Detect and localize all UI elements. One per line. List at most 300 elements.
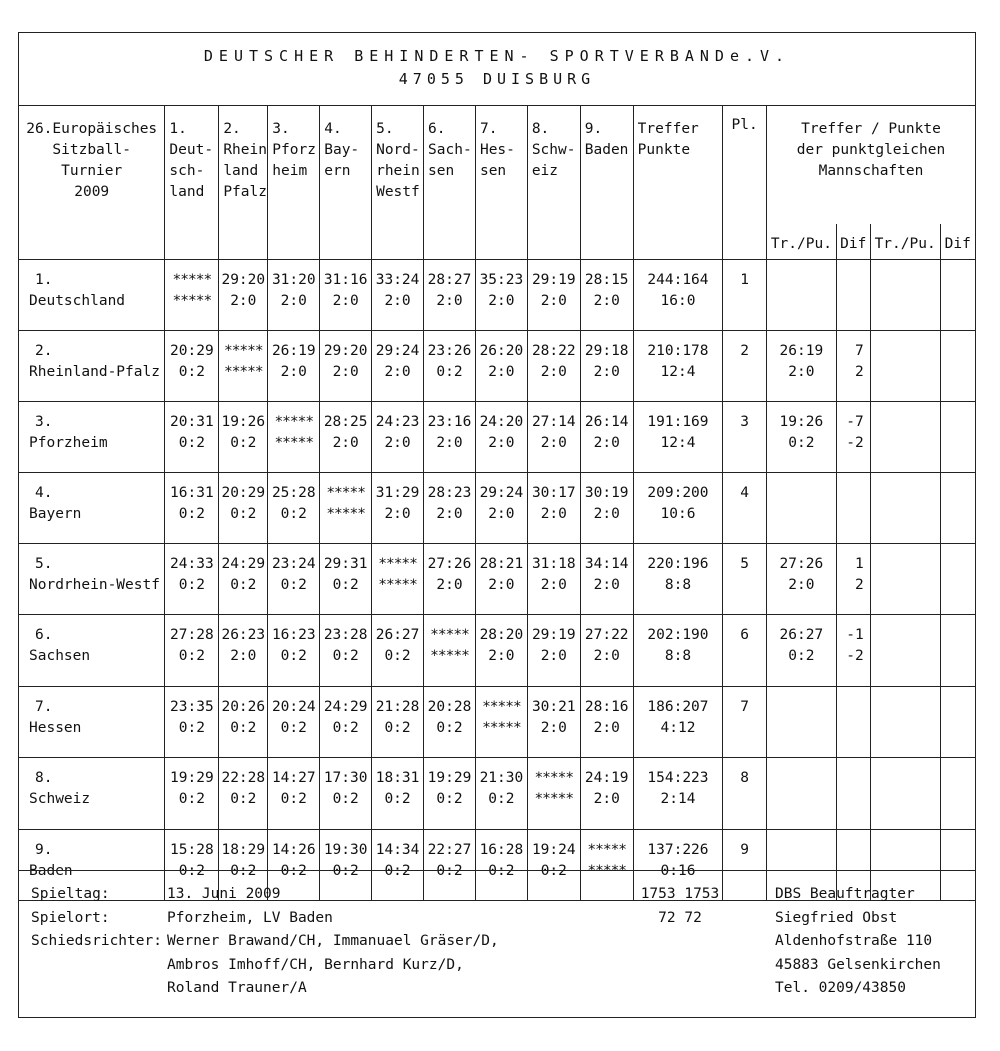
match-score: 26:27 bbox=[375, 626, 420, 643]
footer-contact bbox=[775, 883, 941, 1001]
platz: 9 bbox=[723, 829, 767, 900]
self-match-cell bbox=[527, 757, 580, 829]
tie-dif-2 bbox=[940, 686, 975, 757]
footer-labels bbox=[31, 883, 162, 954]
match-points: 2:0 bbox=[488, 647, 515, 664]
match-score: 30:17 bbox=[531, 484, 576, 501]
stars: ***** bbox=[378, 576, 417, 593]
team-name: Schweiz bbox=[29, 790, 91, 807]
total-treffer: 137:226 bbox=[647, 841, 709, 858]
match-score: 21:30 bbox=[479, 769, 524, 786]
match-points: 2:0 bbox=[593, 647, 620, 664]
footer-values bbox=[167, 883, 499, 1001]
platz: 7 bbox=[723, 686, 767, 757]
self-match-cell bbox=[320, 472, 372, 543]
team-name: Hessen bbox=[29, 719, 82, 736]
match-points: 2:0 bbox=[230, 647, 257, 664]
column-header-line: 9. bbox=[584, 121, 603, 137]
total-punkte: 16:0 bbox=[660, 292, 696, 309]
match-points: 0:2 bbox=[436, 862, 463, 879]
column-header-line: Schw- bbox=[531, 142, 576, 158]
match-score: 16:23 bbox=[271, 626, 316, 643]
match-points: 2:0 bbox=[488, 434, 515, 451]
team-number: 8. bbox=[35, 769, 53, 786]
total-cell bbox=[633, 757, 723, 829]
column-header-line: Westf bbox=[376, 184, 420, 200]
tie-header bbox=[766, 105, 975, 224]
match-points: 0:2 bbox=[230, 790, 257, 807]
match-score: 15:28 bbox=[170, 841, 214, 858]
footer-sums bbox=[635, 883, 725, 930]
match-cell bbox=[268, 259, 320, 330]
platz: 8 bbox=[723, 757, 767, 829]
tie-dif-punkte: 2 bbox=[854, 363, 864, 380]
match-score: 27:14 bbox=[531, 413, 576, 430]
team-row-4 bbox=[19, 472, 975, 543]
match-points: 0:2 bbox=[178, 719, 205, 736]
match-points: 0:2 bbox=[280, 862, 307, 879]
self-match-cell bbox=[372, 543, 424, 614]
match-score: 20:29 bbox=[170, 342, 214, 359]
label-spielort: Spielort: bbox=[31, 909, 110, 926]
tie-trpu bbox=[766, 472, 836, 543]
association-address: 47055 DUISBURG bbox=[398, 70, 596, 88]
match-points: 2:0 bbox=[593, 292, 620, 309]
column-header-line: 1. bbox=[169, 121, 187, 137]
match-score: 26:23 bbox=[221, 626, 266, 643]
stars: ***** bbox=[587, 841, 627, 858]
referees-line-3: Roland Trauner/A bbox=[167, 980, 307, 996]
venue: Pforzheim, LV Baden bbox=[167, 909, 333, 926]
column-header-line: land bbox=[169, 184, 205, 200]
results-sheet bbox=[18, 32, 976, 1018]
column-header-line: 3. bbox=[272, 121, 290, 137]
tie-header-line-2: der punktgleichen bbox=[796, 142, 946, 158]
total-punkte: 10:6 bbox=[660, 505, 696, 522]
match-points: 0:2 bbox=[178, 363, 205, 380]
platz-header: Pl. bbox=[723, 105, 767, 259]
match-points: 2:0 bbox=[332, 434, 359, 451]
match-score: 22:27 bbox=[427, 841, 472, 858]
match-score: 33:24 bbox=[375, 271, 420, 288]
match-cell bbox=[219, 401, 268, 472]
tie-dif bbox=[836, 614, 870, 686]
column-header-9 bbox=[580, 105, 633, 259]
column-header-7 bbox=[475, 105, 527, 259]
match-points: 0:2 bbox=[332, 719, 359, 736]
column-header-line: sen bbox=[428, 163, 455, 179]
tie-trpu-2 bbox=[870, 543, 940, 614]
match-points: 0:2 bbox=[332, 862, 359, 879]
tie-dif-2 bbox=[940, 757, 975, 829]
match-score: 29:20 bbox=[221, 271, 266, 288]
match-score: 35:23 bbox=[479, 271, 524, 288]
referees-line-1: Werner Brawand/CH, Immanuael Gräser/D, bbox=[167, 933, 499, 949]
match-cell bbox=[424, 543, 476, 614]
match-points: 2:0 bbox=[540, 434, 567, 451]
stars: ***** bbox=[430, 647, 469, 664]
match-cell bbox=[475, 401, 527, 472]
match-points: 2:0 bbox=[230, 292, 257, 309]
total-treffer: 202:190 bbox=[647, 626, 709, 643]
match-score: 27:26 bbox=[427, 555, 472, 572]
match-points: 0:2 bbox=[436, 790, 463, 807]
match-points: 0:2 bbox=[230, 719, 257, 736]
team-name: Sachsen bbox=[29, 647, 91, 664]
stars: ***** bbox=[172, 292, 212, 309]
match-score: 28:25 bbox=[323, 413, 368, 430]
match-score: 29:20 bbox=[323, 342, 368, 359]
team-number: 7. bbox=[35, 698, 53, 715]
column-header-line: 6. bbox=[428, 121, 446, 137]
match-points: 2:0 bbox=[593, 434, 620, 451]
self-match-cell bbox=[475, 686, 527, 757]
match-cell bbox=[165, 614, 219, 686]
match-score: 14:27 bbox=[271, 769, 316, 786]
match-cell bbox=[372, 614, 424, 686]
match-cell bbox=[372, 259, 424, 330]
match-points: 0:2 bbox=[384, 862, 411, 879]
match-points: 2:0 bbox=[488, 292, 515, 309]
column-header-line: 4. bbox=[324, 121, 342, 137]
team-row-2 bbox=[19, 330, 975, 401]
team-name-cell bbox=[19, 472, 165, 543]
match-points: 2:0 bbox=[488, 363, 515, 380]
corner-line: Sitzball- bbox=[52, 142, 131, 158]
corner-line: 2009 bbox=[74, 184, 110, 200]
column-header-line: ern bbox=[324, 163, 351, 179]
match-cell bbox=[320, 259, 372, 330]
self-match-cell bbox=[268, 401, 320, 472]
match-score: 14:26 bbox=[271, 841, 316, 858]
match-score: 19:30 bbox=[323, 841, 368, 858]
match-points: 2:0 bbox=[280, 363, 307, 380]
match-cell bbox=[268, 614, 320, 686]
tie-trpu-2 bbox=[870, 330, 940, 401]
match-points: 0:2 bbox=[280, 790, 307, 807]
treffer-punkte-header bbox=[633, 105, 723, 259]
tie-trpu bbox=[766, 259, 836, 330]
match-points: 2:0 bbox=[593, 790, 620, 807]
total-treffer: 220:196 bbox=[647, 555, 709, 572]
team-name: Rheinland-Pfalz bbox=[29, 363, 160, 380]
tie-dif-2 bbox=[940, 614, 975, 686]
tie-treffer: 19:26 bbox=[779, 413, 824, 430]
stars: ***** bbox=[482, 719, 521, 736]
match-cell bbox=[219, 543, 268, 614]
column-header-line: sen bbox=[479, 163, 507, 179]
total-punkte: 12:4 bbox=[660, 434, 696, 451]
match-cell bbox=[580, 259, 633, 330]
match-points: 2:0 bbox=[384, 505, 411, 522]
team-name-cell bbox=[19, 259, 165, 330]
total-cell bbox=[633, 259, 723, 330]
match-cell bbox=[320, 686, 372, 757]
match-cell bbox=[165, 686, 219, 757]
contact-phone: Tel. 0209/43850 bbox=[775, 980, 906, 996]
match-score: 29:31 bbox=[323, 555, 368, 572]
stars: ***** bbox=[326, 484, 365, 501]
match-cell bbox=[527, 472, 580, 543]
match-cell bbox=[527, 543, 580, 614]
tie-header-line-3: Mannschaften bbox=[818, 163, 924, 179]
match-score: 30:21 bbox=[531, 698, 576, 715]
match-points: 2:0 bbox=[593, 719, 620, 736]
tie-dif-2 bbox=[940, 330, 975, 401]
self-match-cell bbox=[219, 330, 268, 401]
match-score: 28:22 bbox=[531, 342, 576, 359]
team-name-cell bbox=[19, 330, 165, 401]
tie-subheader-4: Dif bbox=[940, 224, 975, 259]
column-header-5 bbox=[372, 105, 424, 259]
match-score: 20:31 bbox=[170, 413, 214, 430]
tie-trpu bbox=[766, 614, 836, 686]
match-cell bbox=[372, 330, 424, 401]
match-cell bbox=[219, 614, 268, 686]
team-name-cell bbox=[19, 543, 165, 614]
match-cell bbox=[372, 757, 424, 829]
match-cell bbox=[580, 543, 633, 614]
column-header-line: eiz bbox=[531, 163, 559, 179]
tie-dif-punkte: -2 bbox=[846, 434, 864, 451]
contact-name: Siegfried Obst bbox=[775, 909, 898, 926]
column-header-1 bbox=[165, 105, 219, 259]
tie-dif bbox=[836, 472, 870, 543]
tie-trpu-2 bbox=[870, 401, 940, 472]
column-header-4 bbox=[320, 105, 372, 259]
match-cell bbox=[580, 330, 633, 401]
total-punkte: 12:4 bbox=[660, 363, 696, 380]
match-points: 2:0 bbox=[593, 363, 620, 380]
match-score: 28:21 bbox=[479, 555, 524, 572]
match-score: 28:15 bbox=[584, 271, 629, 288]
tie-header-line-1: Treffer / Punkte bbox=[801, 121, 941, 137]
match-score: 24:29 bbox=[323, 698, 368, 715]
match-points: 2:0 bbox=[332, 292, 359, 309]
tie-dif-2 bbox=[940, 472, 975, 543]
match-points: 0:2 bbox=[332, 790, 359, 807]
match-points: 0:2 bbox=[384, 790, 411, 807]
match-score: 28:23 bbox=[427, 484, 472, 501]
team-name-cell bbox=[19, 401, 165, 472]
tie-trpu bbox=[766, 757, 836, 829]
match-points: 2:0 bbox=[540, 647, 567, 664]
tie-dif bbox=[836, 259, 870, 330]
match-points: 2:0 bbox=[384, 292, 411, 309]
match-cell bbox=[424, 401, 476, 472]
tie-trpu-2 bbox=[870, 757, 940, 829]
results-table bbox=[19, 105, 975, 901]
tie-dif bbox=[836, 757, 870, 829]
column-header-line: Baden bbox=[584, 142, 629, 158]
match-points: 0:2 bbox=[178, 647, 205, 664]
match-points: 2:0 bbox=[436, 576, 463, 593]
corner-line: Turnier bbox=[61, 163, 123, 179]
match-score: 24:33 bbox=[170, 555, 214, 572]
association-name: DEUTSCHER BEHINDERTEN- SPORTVERBANDe.V. bbox=[203, 47, 791, 65]
match-cell bbox=[268, 330, 320, 401]
team-name-cell bbox=[19, 757, 165, 829]
match-points: 0:2 bbox=[280, 719, 307, 736]
match-points: 2:0 bbox=[540, 719, 567, 736]
match-cell bbox=[219, 686, 268, 757]
tie-trpu-2 bbox=[870, 259, 940, 330]
match-cell bbox=[424, 259, 476, 330]
corner-line: 26.Europäisches bbox=[26, 121, 158, 137]
match-cell bbox=[424, 472, 476, 543]
match-score: 29:19 bbox=[531, 271, 576, 288]
match-score: 16:28 bbox=[479, 841, 524, 858]
column-header-line: Pforz bbox=[272, 142, 316, 158]
match-points: 0:2 bbox=[230, 862, 257, 879]
corner-title bbox=[19, 105, 165, 259]
referees-line-2: Ambros Imhoff/CH, Bernhard Kurz/D, bbox=[167, 956, 464, 973]
column-header-line: 8. bbox=[531, 121, 550, 137]
match-score: 24:19 bbox=[584, 769, 629, 786]
match-score: 28:27 bbox=[427, 271, 472, 288]
tie-dif bbox=[836, 686, 870, 757]
match-score: 23:28 bbox=[323, 626, 368, 643]
match-points: 2:0 bbox=[436, 434, 463, 451]
treffer-label: Treffer bbox=[637, 121, 699, 137]
match-score: 31:20 bbox=[271, 271, 316, 288]
match-points: 0:2 bbox=[436, 363, 463, 380]
tie-dif bbox=[836, 401, 870, 472]
column-header-3 bbox=[268, 105, 320, 259]
match-cell bbox=[320, 330, 372, 401]
stars: ***** bbox=[274, 413, 314, 430]
match-points: 0:2 bbox=[178, 576, 205, 593]
tie-trpu bbox=[766, 401, 836, 472]
match-score: 29:24 bbox=[375, 342, 420, 359]
contact-street: Aldenhofstraße 110 bbox=[775, 933, 933, 949]
match-cell bbox=[320, 543, 372, 614]
tie-dif-2 bbox=[940, 259, 975, 330]
team-name: Bayern bbox=[29, 505, 82, 522]
match-score: 24:29 bbox=[221, 555, 266, 572]
match-score: 31:16 bbox=[323, 271, 368, 288]
tie-dif-2 bbox=[940, 543, 975, 614]
match-cell bbox=[424, 330, 476, 401]
match-cell bbox=[165, 401, 219, 472]
sum-punkte: 72 72 bbox=[658, 909, 702, 926]
match-score: 19:24 bbox=[531, 841, 576, 858]
match-cell bbox=[580, 757, 633, 829]
tie-punkte: 2:0 bbox=[788, 363, 815, 380]
tie-treffer: 26:19 bbox=[779, 342, 824, 359]
team-number: 2. bbox=[35, 342, 53, 359]
match-cell bbox=[320, 757, 372, 829]
match-cell bbox=[219, 259, 268, 330]
tie-trpu-2 bbox=[870, 614, 940, 686]
match-cell bbox=[527, 330, 580, 401]
match-cell bbox=[320, 614, 372, 686]
match-cell bbox=[165, 543, 219, 614]
match-cell bbox=[475, 543, 527, 614]
tie-dif-punkte: -2 bbox=[846, 647, 864, 664]
team-row-5 bbox=[19, 543, 975, 614]
team-name-cell bbox=[19, 686, 165, 757]
match-cell bbox=[580, 401, 633, 472]
match-score: 20:29 bbox=[221, 484, 266, 501]
column-header-line: Bay- bbox=[324, 142, 360, 158]
label-schiedsrichter: Schiedsrichter: bbox=[31, 933, 162, 949]
column-header-line: rhein bbox=[376, 163, 420, 179]
match-score: 28:20 bbox=[479, 626, 524, 643]
match-points: 0:2 bbox=[540, 862, 567, 879]
team-name: Baden bbox=[29, 862, 73, 879]
match-cell bbox=[527, 401, 580, 472]
tie-subheader-1: Tr./Pu. bbox=[766, 224, 836, 259]
match-score: 20:24 bbox=[271, 698, 316, 715]
match-points: 0:2 bbox=[280, 647, 307, 664]
total-cell bbox=[633, 401, 723, 472]
match-score: 26:20 bbox=[479, 342, 524, 359]
match-score: 27:28 bbox=[170, 626, 214, 643]
total-treffer: 186:207 bbox=[647, 698, 709, 715]
column-header-line: land bbox=[223, 163, 259, 179]
footer bbox=[19, 870, 975, 1020]
match-score: 31:29 bbox=[375, 484, 420, 501]
match-points: 0:2 bbox=[384, 647, 411, 664]
total-cell bbox=[633, 686, 723, 757]
match-cell bbox=[165, 472, 219, 543]
match-cell bbox=[527, 614, 580, 686]
team-number: 4. bbox=[35, 484, 53, 501]
match-cell bbox=[580, 472, 633, 543]
match-points: 0:2 bbox=[488, 862, 515, 879]
match-cell bbox=[475, 614, 527, 686]
stars: ***** bbox=[326, 505, 365, 522]
column-header-line: Pfalz bbox=[223, 184, 267, 200]
match-score: 27:22 bbox=[584, 626, 629, 643]
platz: 2 bbox=[723, 330, 767, 401]
tie-punkte: 2:0 bbox=[788, 576, 815, 593]
match-cell bbox=[165, 330, 219, 401]
match-points: 2:0 bbox=[593, 576, 620, 593]
match-score: 19:26 bbox=[221, 413, 266, 430]
self-match-cell bbox=[424, 614, 476, 686]
match-score: 34:14 bbox=[584, 555, 629, 572]
match-points: 0:2 bbox=[332, 576, 359, 593]
stars: ***** bbox=[482, 698, 521, 715]
match-score: 29:19 bbox=[531, 626, 576, 643]
team-number: 9. bbox=[35, 841, 53, 858]
column-header-line: heim bbox=[272, 163, 308, 179]
match-points: 0:2 bbox=[384, 719, 411, 736]
total-punkte: 8:8 bbox=[664, 647, 692, 664]
tie-trpu bbox=[766, 543, 836, 614]
match-cell bbox=[424, 686, 476, 757]
column-header-line: Nord- bbox=[376, 142, 420, 158]
match-score: 30:19 bbox=[584, 484, 629, 501]
stars: ***** bbox=[587, 862, 627, 879]
platz: 6 bbox=[723, 614, 767, 686]
match-score: 23:24 bbox=[271, 555, 316, 572]
team-name: Deutschland bbox=[29, 292, 126, 309]
self-match-cell bbox=[165, 259, 219, 330]
letterhead bbox=[19, 33, 975, 106]
match-cell bbox=[165, 757, 219, 829]
match-cell bbox=[475, 472, 527, 543]
match-cell bbox=[527, 259, 580, 330]
sum-treffer: 1753 1753 bbox=[640, 886, 720, 902]
match-score: 23:26 bbox=[427, 342, 472, 359]
team-number: 3. bbox=[35, 413, 53, 430]
match-points: 2:0 bbox=[540, 363, 567, 380]
match-score: 24:20 bbox=[479, 413, 524, 430]
match-cell bbox=[475, 757, 527, 829]
